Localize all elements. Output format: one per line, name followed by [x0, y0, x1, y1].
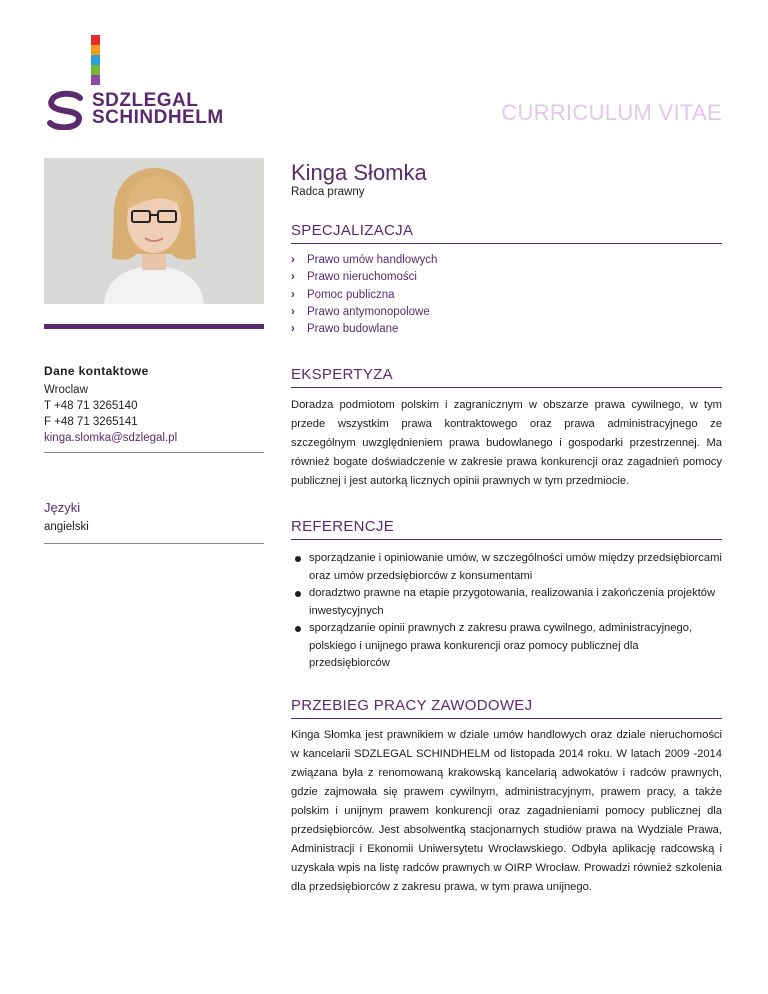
career-text: Kinga Słomka jest prawnikiem w dziale umów handlowych oraz dziale nieruchomości w kancelarii SDZLEGAL SCHINDHELM od listopada 2014 roku. W latach 2009 -2014 związana była z renomowaną krakowską kancelarią adwokatów i radców prawnych, gdzie zajmowała się prawem cywilnym, administracyjnym, prawem pracy, a także polskim i unijnym prawem konkurencji oraz zagadnieniami pomocy publicznej dla przedsiębiorców. Jest absolwentką stacjonarnych studiów prawa na Wydziale Prawa, Administracji i Ekonomii Uniwersytetu Wrocławskiego. Odbyła aplikację radcowską i uzyskała wpis na listę radców prawnych w OIRP Wrocław. Prowadzi również szkolenia dla przedsiębiorców z zakresu prawa, w tym prawa unijnego.: [291, 729, 722, 893]
list-item: [291, 287, 437, 304]
list-item: [291, 620, 722, 673]
languages-divider: [44, 543, 264, 544]
logo-bar: [91, 55, 100, 65]
profile-photo: [44, 158, 264, 304]
person-name: Kinga Słomka: [291, 160, 427, 185]
logo-bar: [91, 35, 100, 45]
list-item: [291, 550, 722, 585]
reference-item: sporządzanie i opiniowanie umów, w szczególności umów między przedsiębiorcami oraz umów przedsiębiorców z konsumentami: [309, 552, 722, 582]
specialization-item: Prawo budowlane: [307, 323, 399, 336]
expertise-rule: [291, 387, 722, 388]
specialization-item: Prawo nieruchomości: [307, 271, 417, 284]
bullet-dot-icon: [295, 626, 301, 632]
chevron-right-icon: ›: [291, 323, 295, 336]
bullet-dot-icon: [295, 556, 301, 562]
logo-bar: [91, 45, 100, 55]
reference-item: doradztwo prawne na etapie przygotowania, realizowania i zakończenia projektów inwestycyjnych: [309, 587, 716, 617]
specialization-heading: SPECJALIZACJA: [291, 222, 414, 239]
person-role: Radca prawny: [291, 186, 365, 198]
references-heading: REFERENCJE: [291, 518, 395, 535]
logo-color-bars: [91, 35, 100, 85]
logo-line-1: SDZLEGAL: [92, 90, 199, 111]
chevron-right-icon: ›: [291, 254, 295, 266]
list-item: [291, 252, 437, 269]
career-rule: [291, 718, 722, 719]
document-title: CURRICULUM VITAE: [501, 100, 722, 125]
expertise-text: Doradza podmiotom polskim i zagranicznym w obszarze prawa cywilnego, w tym przede wszystkim prawa kontraktowego oraz prawa administracyjnego ze szczególnym uwzględnieniem prawa budowlanego i gospodarki przestrzennej. Ma również bogate doświadczenie w zakresie prawa konkurencji oraz zagadnień pomocy publicznej i jest autorką licznych opinii prawnych w tym przedmiocie.: [291, 399, 722, 487]
list-item: [291, 585, 722, 620]
logo-line-2: SCHINDHELM: [92, 107, 224, 128]
language-item: angielski: [44, 521, 89, 533]
list-item: [291, 304, 437, 321]
chevron-right-icon: ›: [291, 271, 295, 284]
contact-email-link[interactable]: kinga.slomka@sdzlegal.pl: [44, 432, 178, 444]
specialization-item: Prawo umów handlowych: [307, 254, 438, 266]
references-rule: [291, 539, 722, 540]
specialization-rule: [291, 243, 722, 244]
chevron-right-icon: ›: [291, 305, 295, 318]
specialization-item: Prawo antymonopolowe: [307, 305, 430, 318]
specialization-list: [291, 252, 437, 338]
references-list: [291, 550, 722, 673]
list-item: [291, 269, 437, 286]
contact-city: Wroclaw: [44, 384, 88, 396]
contact-phone: T +48 71 3265140: [44, 400, 138, 412]
logo-wordmark: [92, 92, 224, 126]
contact-divider: [44, 452, 264, 453]
list-item: [291, 321, 437, 338]
contact-block: [44, 382, 177, 446]
reference-item: sporządzanie opinii prawnych z zakresu prawa cywilnego, administracyjnego, polskiego i unijnego prawa konkurencji oraz pomocy publicznej dla przedsiębiorców: [309, 622, 693, 669]
logo-bar: [91, 65, 100, 75]
languages-heading: Języki: [44, 500, 81, 515]
logo-bar: [91, 75, 100, 85]
expertise-heading: EKSPERTYZA: [291, 366, 393, 383]
logo-s-mark-icon: [44, 90, 88, 130]
contact-fax: F +48 71 3265141: [44, 416, 138, 428]
left-accent-bar: [44, 324, 264, 329]
chevron-right-icon: ›: [291, 288, 295, 301]
career-heading: PRZEBIEG PRACY ZAWODOWEJ: [291, 697, 533, 714]
contact-heading: Dane kontaktowe: [44, 364, 149, 378]
specialization-item: Pomoc publiczna: [307, 288, 395, 301]
bullet-dot-icon: [295, 591, 301, 597]
